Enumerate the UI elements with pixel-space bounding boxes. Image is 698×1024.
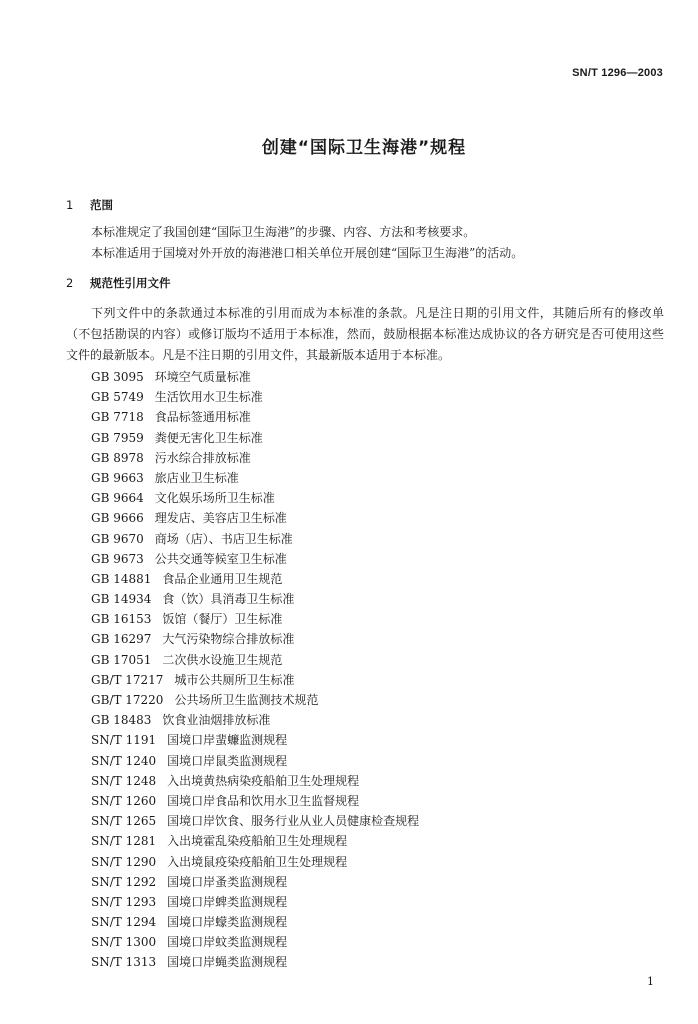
reference-title: 二次供水设施卫生规范 bbox=[162, 652, 283, 667]
section-number: 1 bbox=[66, 198, 74, 212]
reference-item bbox=[91, 589, 611, 609]
reference-title: 旅店业卫生标准 bbox=[154, 470, 239, 485]
paragraph: 本标准规定了我国创建“国际卫生海港”的步骤、内容、方法和考核要求。 bbox=[91, 225, 476, 239]
reference-item bbox=[91, 428, 611, 448]
reference-title: 国境口岸蜚蠊监测规程 bbox=[167, 733, 288, 748]
standard-code: SN/T 1296—2003 bbox=[572, 67, 663, 79]
document-title: 创建“国际卫生海港”规程 bbox=[261, 138, 467, 158]
reference-title: 国境口岸蝇类监测规程 bbox=[167, 955, 288, 970]
reference-item bbox=[91, 549, 611, 569]
reference-title: 生活饮用水卫生标准 bbox=[154, 390, 263, 405]
reference-code: GB 3095 bbox=[91, 370, 144, 384]
reference-code: GB/T 17217 bbox=[91, 672, 164, 687]
reference-item bbox=[91, 448, 611, 468]
reference-code: GB 9673 bbox=[91, 551, 144, 566]
reference-item bbox=[91, 831, 611, 851]
reference-title: 城市公共厕所卫生标准 bbox=[174, 672, 295, 687]
reference-item bbox=[91, 508, 611, 528]
reference-title: 国境口岸蚤类监测规程 bbox=[167, 874, 288, 889]
section-heading-normative-references bbox=[66, 275, 171, 291]
reference-code: SN/T 1248 bbox=[91, 773, 157, 788]
reference-code: SN/T 1191 bbox=[91, 733, 157, 748]
reference-item bbox=[91, 872, 611, 892]
reference-code: GB 17051 bbox=[91, 652, 152, 667]
reference-code: SN/T 1293 bbox=[91, 894, 157, 909]
reference-item bbox=[91, 892, 611, 912]
reference-code: GB 9666 bbox=[91, 511, 144, 526]
reference-code: SN/T 1313 bbox=[91, 955, 157, 970]
reference-item bbox=[91, 650, 611, 670]
reference-code: GB 14934 bbox=[91, 592, 152, 607]
reference-item bbox=[91, 670, 611, 690]
reference-title: 文化娱乐场所卫生标准 bbox=[154, 491, 275, 506]
reference-title: 饭馆（餐厅）卫生标准 bbox=[162, 612, 283, 627]
reference-code: GB 16153 bbox=[91, 612, 152, 627]
reference-code: SN/T 1294 bbox=[91, 915, 157, 930]
reference-title: 粪便无害化卫生标准 bbox=[154, 430, 263, 445]
reference-item bbox=[91, 952, 611, 972]
reference-code: SN/T 1290 bbox=[91, 854, 157, 869]
reference-title: 商场（店）、书店卫生标准 bbox=[154, 531, 293, 546]
reference-item bbox=[91, 932, 611, 952]
reference-code: SN/T 1265 bbox=[91, 814, 157, 829]
reference-item bbox=[91, 791, 611, 811]
reference-item bbox=[91, 771, 611, 791]
reference-item bbox=[91, 488, 611, 508]
reference-item bbox=[91, 569, 611, 589]
reference-title: 环境空气质量标准 bbox=[154, 370, 251, 384]
reference-code: GB 18483 bbox=[91, 713, 152, 728]
reference-title: 国境口岸蚊类监测规程 bbox=[167, 935, 288, 950]
reference-title: 理发店、美容店卫生标准 bbox=[154, 511, 287, 526]
reference-code: SN/T 1300 bbox=[91, 935, 157, 950]
reference-code: GB 14881 bbox=[91, 571, 152, 586]
reference-item bbox=[91, 710, 611, 730]
section-title: 范围 bbox=[90, 198, 113, 212]
reference-title: 食（饮）具消毒卫生标准 bbox=[162, 592, 295, 607]
reference-title: 大气污染物综合排放标准 bbox=[162, 632, 295, 647]
reference-title: 食品企业通用卫生规范 bbox=[162, 571, 283, 586]
reference-list bbox=[91, 367, 611, 973]
reference-code: SN/T 1240 bbox=[91, 753, 157, 768]
section-body-normative-references bbox=[66, 303, 664, 366]
section-heading-scope bbox=[66, 197, 113, 213]
reference-code: GB 9670 bbox=[91, 531, 144, 546]
reference-code: GB 8978 bbox=[91, 450, 144, 465]
reference-code: GB 9664 bbox=[91, 491, 144, 506]
reference-code: SN/T 1260 bbox=[91, 793, 157, 808]
paragraph: 本标准适用于国境对外开放的海港港口相关单位开展创建“国际卫生海港”的活动。 bbox=[91, 246, 524, 260]
reference-item bbox=[91, 730, 611, 750]
reference-item bbox=[91, 609, 611, 629]
reference-item bbox=[91, 629, 611, 649]
reference-title: 国境口岸饮食、服务行业从业人员健康检查规程 bbox=[167, 814, 420, 829]
reference-title: 入出境黄热病染疫船舶卫生处理规程 bbox=[167, 773, 360, 788]
reference-title: 入出境霍乱染疫船舶卫生处理规程 bbox=[167, 834, 348, 849]
reference-code: GB 9663 bbox=[91, 470, 144, 485]
page-number: 1 bbox=[647, 975, 654, 988]
section-number: 2 bbox=[66, 276, 74, 290]
reference-title: 公共交通等候室卫生标准 bbox=[154, 551, 287, 566]
reference-item bbox=[91, 407, 611, 427]
reference-item bbox=[91, 387, 611, 407]
reference-title: 国境口岸鼠类监测规程 bbox=[167, 753, 288, 768]
reference-title: 国境口岸蠓类监测规程 bbox=[167, 915, 288, 930]
reference-item bbox=[91, 751, 611, 771]
reference-code: GB 5749 bbox=[91, 390, 144, 405]
reference-title: 食品标签通用标准 bbox=[154, 410, 251, 425]
reference-code: GB 7959 bbox=[91, 430, 144, 445]
reference-code: GB 7718 bbox=[91, 410, 144, 425]
reference-item bbox=[91, 912, 611, 932]
reference-code: GB/T 17220 bbox=[91, 693, 164, 707]
reference-title: 国境口岸蜱类监测规程 bbox=[167, 894, 288, 909]
reference-code: SN/T 1281 bbox=[91, 834, 157, 849]
reference-item bbox=[91, 367, 611, 387]
reference-title: 公共场所卫生监测技术规范 bbox=[174, 693, 319, 707]
reference-title: 入出境鼠疫染疫船舶卫生处理规程 bbox=[167, 854, 348, 869]
reference-title: 国境口岸食品和饮用水卫生监督规程 bbox=[167, 793, 360, 808]
section-title: 规范性引用文件 bbox=[90, 276, 171, 290]
reference-item bbox=[91, 690, 611, 710]
paragraph: 下列文件中的条款通过本标准的引用而成为本标准的条款。凡是注日期的引用文件，其随后所有的修改单（不包括勘误的内容）或修订版均不适用于本标准，然而，鼓励根据本标准达成协议的各方研究是否可使用这些文件的最新版本。凡是不注日期的引用文件，其最新版本适用于本标准。 bbox=[66, 306, 664, 362]
reference-item bbox=[91, 811, 611, 831]
reference-item bbox=[91, 529, 611, 549]
reference-code: SN/T 1292 bbox=[91, 874, 157, 889]
section-body-scope bbox=[66, 222, 664, 264]
reference-item bbox=[91, 852, 611, 872]
reference-title: 污水综合排放标准 bbox=[154, 450, 251, 465]
reference-title: 饮食业油烟排放标准 bbox=[162, 713, 271, 728]
reference-item bbox=[91, 468, 611, 488]
reference-code: GB 16297 bbox=[91, 632, 152, 647]
